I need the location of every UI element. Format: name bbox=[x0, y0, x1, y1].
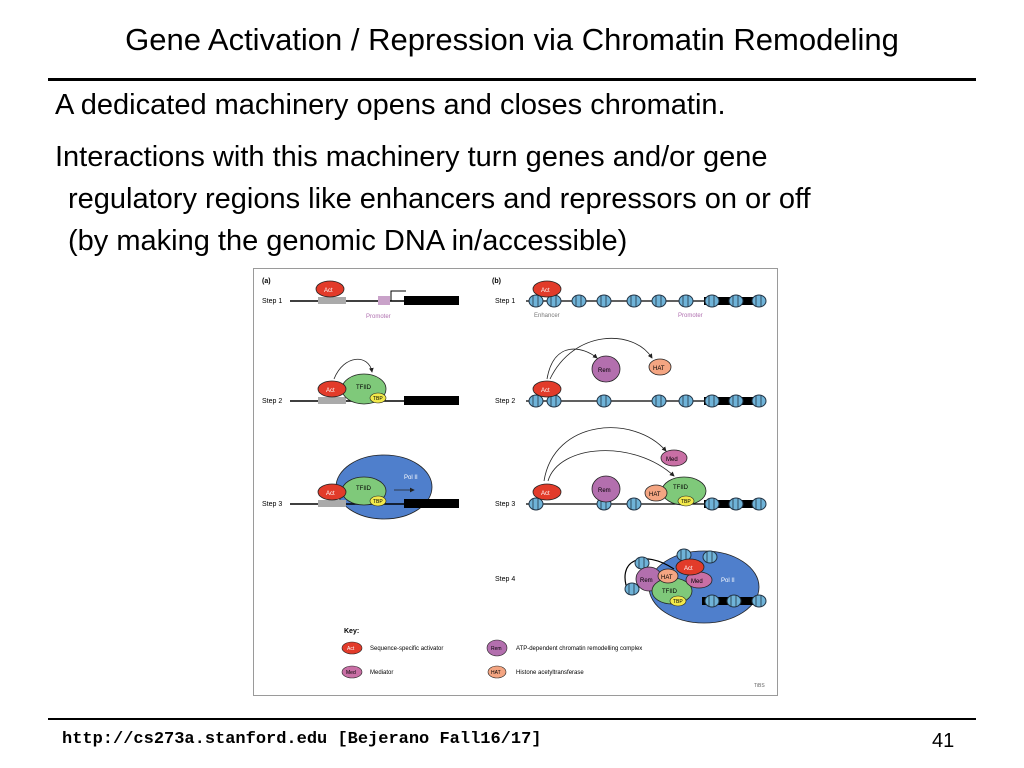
rem-label: Rem bbox=[598, 368, 611, 374]
tbp-label-b3: TBP bbox=[681, 499, 691, 505]
key-act-symbol: Act bbox=[347, 646, 355, 652]
bullet-2-line-2: regulatory regions like enhancers and repressors on or off bbox=[68, 183, 811, 215]
key-hat-symbol: HAT bbox=[491, 670, 501, 676]
key-title: Key: bbox=[344, 628, 360, 635]
act-label-b1: Act bbox=[541, 288, 550, 294]
tbp-label-b4: TBP bbox=[673, 599, 683, 605]
med-label: Med bbox=[666, 457, 678, 463]
pol2-label-b4: Pol II bbox=[721, 578, 735, 584]
act-label: Act bbox=[324, 288, 333, 294]
hat-label: HAT bbox=[653, 366, 665, 372]
bullet-2-line-1: Interactions with this machinery turn genes and/or gene bbox=[55, 141, 768, 173]
figure-svg bbox=[254, 269, 777, 695]
act-label-b4: Act bbox=[684, 566, 693, 572]
a-step3-label: Step 3 bbox=[262, 501, 283, 508]
key-rem-text: ATP-dependent chromatin remodelling complex bbox=[516, 646, 643, 652]
key-rem-symbol: Rem bbox=[491, 646, 502, 652]
key-med-text: Mediator bbox=[370, 670, 394, 676]
bullet-2 bbox=[55, 136, 811, 262]
act-label-b3: Act bbox=[541, 491, 550, 497]
act-label-a3: Act bbox=[326, 491, 335, 497]
act-label-a2: Act bbox=[326, 388, 335, 394]
tbp-label-a3: TBP bbox=[373, 499, 383, 505]
a-promoter-label: Promoter bbox=[366, 314, 391, 320]
tbp-label: TBP bbox=[373, 396, 383, 402]
panel-a-label: (a) bbox=[262, 278, 271, 285]
b-step2-label: Step 2 bbox=[495, 398, 516, 405]
hat-label-b4: HAT bbox=[661, 575, 673, 581]
tfiid-label: TFIID bbox=[356, 385, 371, 391]
rem-label-b3: Rem bbox=[598, 488, 611, 494]
tfiid-label-b3: TFIID bbox=[673, 485, 688, 491]
act-label-b2: Act bbox=[541, 388, 550, 394]
key-med-symbol: Med bbox=[346, 670, 356, 676]
key-act-text: Sequence-specific activator bbox=[370, 646, 444, 652]
footer-url: http://cs273a.stanford.edu [Bejerano Fall16/17] bbox=[62, 730, 542, 749]
hat-label-b3: HAT bbox=[649, 492, 661, 498]
a-enhancer-box bbox=[318, 297, 346, 304]
tfiid-label-a3: TFIID bbox=[356, 486, 371, 492]
med-label-b4: Med bbox=[691, 579, 703, 585]
bullet-1: A dedicated machinery opens and closes chromatin. bbox=[55, 89, 726, 121]
b-step4-label: Step 4 bbox=[495, 576, 516, 583]
b-step3-label: Step 3 bbox=[495, 501, 516, 508]
title-divider bbox=[48, 78, 976, 81]
b-enhancer-label: Enhancer bbox=[534, 313, 560, 319]
a-gene-body bbox=[404, 296, 459, 305]
chromatin-remodeling-figure bbox=[253, 268, 778, 696]
bullet-2-line-3: (by making the genomic DNA in/accessible) bbox=[68, 225, 628, 257]
a-step1-label: Step 1 bbox=[262, 298, 283, 305]
b-promoter-label: Promoter bbox=[678, 313, 703, 319]
a-promoter-box bbox=[378, 296, 390, 305]
footer-divider bbox=[48, 718, 976, 720]
pol2-label: Pol II bbox=[404, 475, 418, 481]
figure-source: TiBS bbox=[754, 683, 765, 689]
a-step2-label: Step 2 bbox=[262, 398, 283, 405]
b-step1-label: Step 1 bbox=[495, 298, 516, 305]
rem-label-b4: Rem bbox=[640, 578, 653, 584]
panel-b-label: (b) bbox=[492, 278, 501, 285]
page-number: 41 bbox=[932, 730, 955, 752]
figure-key bbox=[342, 628, 642, 678]
key-hat-text: Histone acetyltransferase bbox=[516, 670, 584, 676]
tfiid-label-b4: TFIID bbox=[662, 589, 677, 595]
slide-title: Gene Activation / Repression via Chromatin Remodeling bbox=[125, 22, 899, 57]
